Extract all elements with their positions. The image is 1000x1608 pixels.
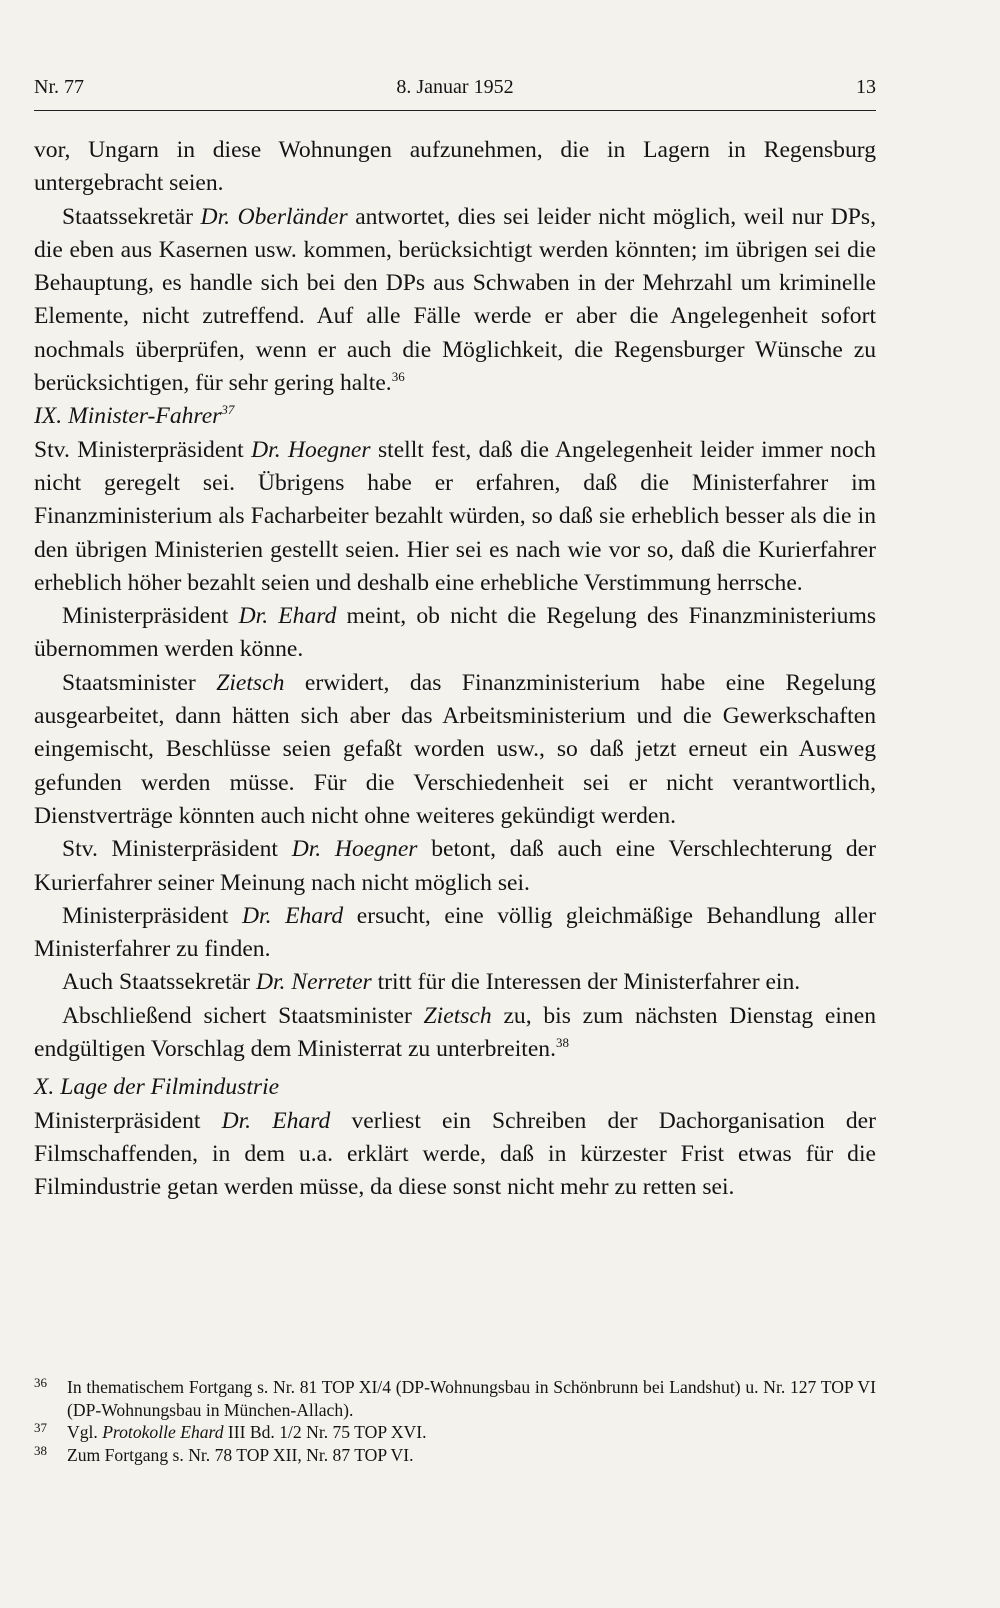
page-number: 13 <box>856 76 876 98</box>
speaker-name: Zietsch <box>423 1002 492 1029</box>
document-date: 8. Januar 1952 <box>396 76 514 98</box>
paragraph-3: Stv. Ministerpräsident Dr. Hoegner stellt fest, daß die Angelegenheit leider immer noch nicht geregelt sei. Übrigens habe er erfahren, daß die Ministerfahrer im Finanzministerium als Facharbeiter bezahlt würden, so daß sie erheblich besser als die in den übrigen Ministerien gestellt seien. Hier sei es nach wie vor so, daß die Kurierfahrer erheblich höher bezahlt seien und deshalb eine erhebliche Verstimmung herrsche. <box>34 436 876 596</box>
header-rule <box>34 110 876 111</box>
footnote-number: 37 <box>34 1420 47 1436</box>
footnote-number: 36 <box>34 1375 47 1390</box>
speaker-name: Dr. Hoegner <box>291 836 418 863</box>
footnote-ref-38: 38 <box>556 1035 569 1051</box>
speaker-name: Dr. Hoegner <box>251 436 371 463</box>
paragraph-6: Stv. Ministerpräsident Dr. Hoegner betont, daß auch eine Verschlechterung der Kurierfahrer seiner Meinung nach nicht möglich sei. <box>34 836 876 896</box>
speaker-name: Dr. Ehard <box>238 603 337 630</box>
speaker-name: Dr. Nerreter <box>255 969 372 996</box>
paragraph-4: Ministerpräsident Dr. Ehard meint, ob nicht die Regelung des Finanzministeriums übernommen werden könne. <box>34 603 876 663</box>
section-heading-ix: IX. Minister-Fahrer$^{37}$ <box>34 402 235 430</box>
section-heading-x: X. Lage der Filmindustrie <box>34 1074 280 1101</box>
footnote-number: 38 <box>34 1442 47 1458</box>
paragraph-1: vor, Ungarn in diese Wohnungen aufzunehmen, die in Lagern in Regensburg untergebracht seien. <box>34 137 876 197</box>
footnote-ref-37: 37 <box>221 402 235 418</box>
speaker-name: Dr. Ehard <box>221 1107 331 1134</box>
document-number: Nr. 77 <box>34 76 84 98</box>
footnotes <box>34 1376 876 1466</box>
paragraph-5: Staatsminister Zietsch erwidert, das Finanzministerium habe eine Regelung ausgearbeitet, dann hätten sich aber das Arbeitsministerium und die Gewerkschaften eingemischt, Beschlüsse seien gefaßt worden usw., so daß jetzt erneut ein Ausweg gefunden werden müsse. Für die Verschiedenheit sei er nicht verantwortlich, Dienstverträge könnten auch nicht ohne weiteres gekündigt werden. <box>34 669 876 829</box>
speaker-name: Zietsch <box>216 669 285 696</box>
footnote-ref-36: 36 <box>391 369 405 385</box>
footnote-38: 38 Zum Fortgang s. Nr. 78 TOP XII, Nr. 87 TOP VI. <box>34 1444 876 1467</box>
speaker-name: Dr. Oberländer <box>200 203 348 230</box>
paragraph-10: Ministerpräsident Dr. Ehard verliest ein Schreiben der Dachorganisation der Filmschaffenden, in dem u.a. erklärt werde, daß in kürzester Frist etwas für die Filmindustrie getan werden müsse, da diese sonst nicht mehr zu retten sei. <box>34 1107 876 1201</box>
document-body <box>34 134 876 1205</box>
paragraph-7: Ministerpräsident Dr. Ehard ersucht, eine völlig gleichmäßige Behandlung aller Ministerfahrer zu finden. <box>34 902 877 963</box>
paragraph-9: Abschließend sichert Staatsminister Zietsch zu, bis zum nächsten Dienstag einen endgültigen Vorschlag dem Ministerrat zu unterbreiten.$^{38}$ <box>34 1002 877 1063</box>
page-header <box>34 76 876 106</box>
paragraph-2: Staatssekretär Dr. Oberländer antwortet, dies sei leider nicht möglich, weil nur DPs, die eben aus Kasernen usw. kommen, berücksichtigt werden könnten; im übrigen sei die Behauptung, es handle sich bei den DPs aus Schwaben in der Mehrzahl um kriminelle Elemente, nicht zutreffend. Auf alle Fälle werde er aber die Angelegenheit sofort nochmals überprüfen, wenn er auch die Möglichkeit, die Regensburger Wünsche zu berücksichtigen, für sehr gering halte.$^{36}$ <box>34 203 877 397</box>
footnote-37: 37 Vgl. Protokolle Ehard III Bd. 1/2 Nr. 75 TOP XVI. <box>34 1421 876 1444</box>
footnote-36: 36 In thematischem Fortgang s. Nr. 81 TOP XI/4 (DP-Wohnungsbau in Schönbrunn bei Landshut) u. Nr. 127 TOP VI (DP-Wohnungsbau in München-Allach). <box>34 1376 876 1421</box>
paragraph-8: Auch Staatssekretär Dr. Nerreter tritt für die Interessen der Ministerfahrer ein. <box>62 969 801 996</box>
speaker-name: Dr. Ehard <box>242 902 344 929</box>
